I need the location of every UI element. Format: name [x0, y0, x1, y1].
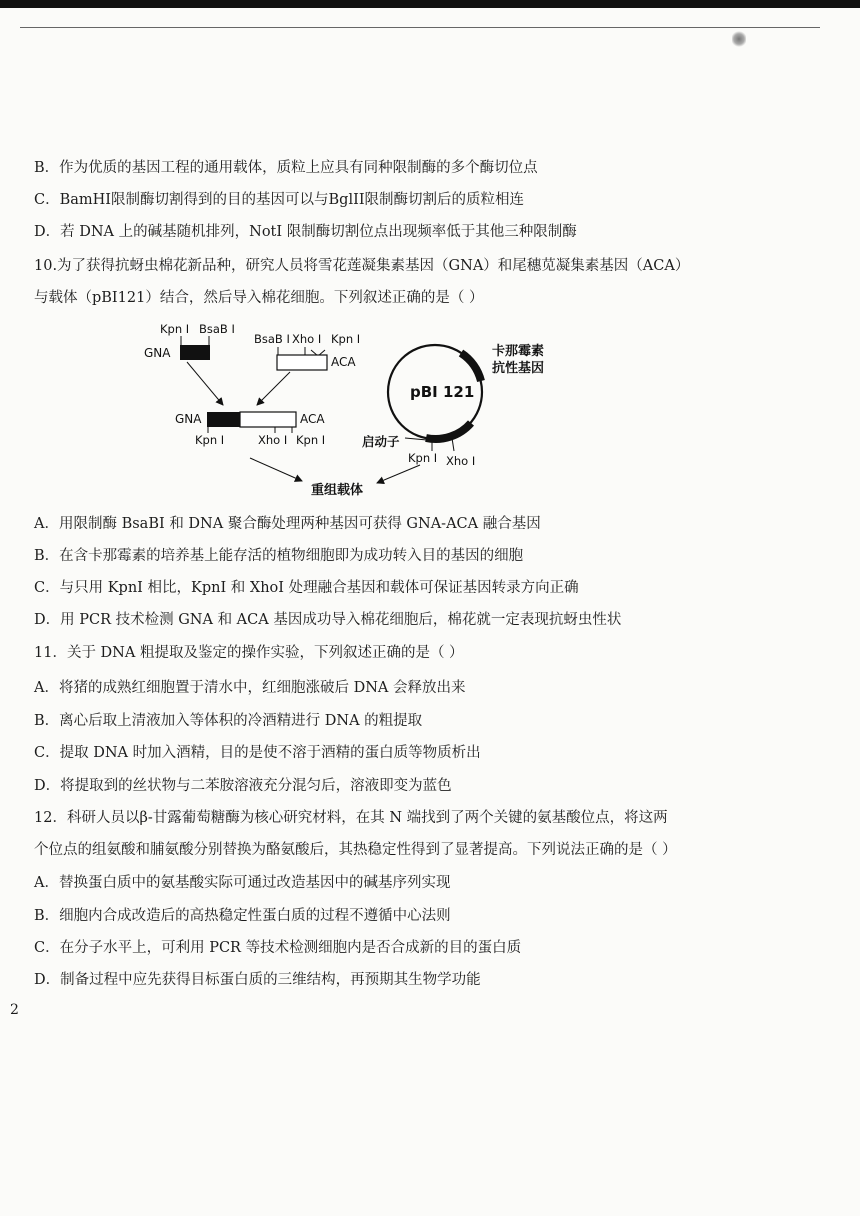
- fusion-gna-segment: [207, 412, 240, 427]
- label-aca-top: ACA: [331, 355, 356, 369]
- label-xhoi-aca-top: Xho I: [292, 332, 322, 346]
- promoter-label: 启动子: [362, 434, 400, 449]
- label-bsabi-gna-top: BsaB I: [199, 322, 235, 336]
- recombinant-vector-label: 重组载体: [311, 483, 364, 498]
- q10-stem-line1: 10.为了获得抗蚜虫棉花新品种，研究人员将雪花莲凝集素基因（GNA）和尾穗苋凝集素基因（ACA）: [34, 258, 690, 274]
- arrow-plasmid-to-recombinant: [377, 465, 420, 483]
- q11-option-c: C．提取 DNA 时加入酒精，目的是使不溶于酒精的蛋白质等物质析出: [34, 745, 481, 761]
- page-number: 2: [10, 1002, 19, 1018]
- label-xhoi-fusion: Xho I: [258, 433, 288, 447]
- q9-option-d: D．若 DNA 上的碱基随机排列，NotI 限制酶切割位点出现频率低于其他三种限制酶: [34, 224, 577, 240]
- label-kpni-fusion-right: Kpn I: [296, 433, 326, 447]
- arrow-aca-to-fusion: [257, 372, 290, 405]
- q12-option-d: D．制备过程中应先获得目标蛋白质的三维结构，再预期其生物学功能: [34, 972, 481, 988]
- kanamycin-resistance-gene: [461, 353, 481, 381]
- q12-stem-line2: 个位点的组氨酸和脯氨酸分别替换为酪氨酸后，其热稳定性得到了显著提高。下列说法正确的是（ ）: [34, 842, 677, 858]
- label-kpni-fusion-left: Kpn I: [195, 433, 225, 447]
- gene-cloning-diagram: [0, 0, 860, 520]
- label-aca-fusion: ACA: [300, 412, 325, 426]
- q11-stem: 11．关于 DNA 粗提取及鉴定的操作实验，下列叙述正确的是（ ）: [34, 645, 464, 661]
- q11-option-a: A．将猪的成熟红细胞置于清水中，红细胞涨破后 DNA 会释放出来: [34, 680, 466, 696]
- aca-fragment: [277, 355, 327, 370]
- q10-option-d: D．用 PCR 技术检测 GNA 和 ACA 基因成功导入棉花细胞后，棉花就一定表现抗蚜虫性状: [34, 612, 622, 628]
- fusion-aca-segment: [240, 412, 296, 427]
- q12-stem-line1: 12．科研人员以β-甘露葡萄糖酶为核心研究材料，在其 N 端找到了两个关键的氨基酸位点，将这两: [34, 810, 668, 826]
- label-kpni-plasmid: Kpn I: [408, 451, 438, 465]
- q9-option-c: C．BamHI限制酶切割得到的目的基因可以与BglII限制酶切割后的质粒相连: [34, 192, 525, 208]
- q10-option-a: A．用限制酶 BsaBI 和 DNA 聚合酶处理两种基因可获得 GNA-ACA 融合基因: [34, 516, 541, 532]
- q11-option-b: B．离心后取上清液加入等体积的冷酒精进行 DNA 的粗提取: [34, 713, 423, 729]
- resistance-label-line2: 抗性基因: [492, 361, 545, 376]
- q12-option-c: C．在分子水平上，可利用 PCR 等技术检测细胞内是否合成新的目的蛋白质: [34, 940, 522, 956]
- q10-option-b: B．在含卡那霉素的培养基上能存活的植物细胞即为成功转入目的基因的细胞: [34, 548, 524, 564]
- q10-stem-line2: 与载体（pBI121）结合，然后导入棉花细胞。下列叙述正确的是（ ）: [34, 290, 484, 306]
- label-kpni-aca-top: Kpn I: [331, 332, 361, 346]
- label-kpni-gna-top: Kpn I: [160, 322, 190, 336]
- label-xhoi-plasmid: Xho I: [446, 454, 476, 468]
- resistance-label-line1: 卡那霉素: [492, 344, 545, 359]
- gna-fragment: [180, 345, 210, 360]
- q12-option-a: A．替换蛋白质中的氨基酸实际可通过改造基因中的碱基序列实现: [34, 875, 451, 891]
- arrow-fusion-to-recombinant: [250, 458, 302, 481]
- label-gna-top: GNA: [144, 346, 171, 360]
- arrow-gna-to-fusion: [187, 362, 223, 405]
- plasmid-name: pBI 121: [410, 383, 475, 401]
- q9-option-b: B．作为优质的基因工程的通用载体，质粒上应具有同种限制酶的多个酶切位点: [34, 160, 538, 176]
- q11-option-d: D．将提取到的丝状物与二苯胺溶液充分混匀后，溶液即变为蓝色: [34, 778, 452, 794]
- label-gna-fusion: GNA: [175, 412, 202, 426]
- q12-option-b: B．细胞内合成改造后的高热稳定性蛋白质的过程不遵循中心法则: [34, 908, 451, 924]
- promoter-region: [426, 423, 471, 439]
- q10-option-c: C．与只用 KpnI 相比，KpnI 和 XhoI 处理融合基因和载体可保证基因转录方向正确: [34, 580, 579, 596]
- label-bsabi-aca-top: BsaB I: [254, 332, 290, 346]
